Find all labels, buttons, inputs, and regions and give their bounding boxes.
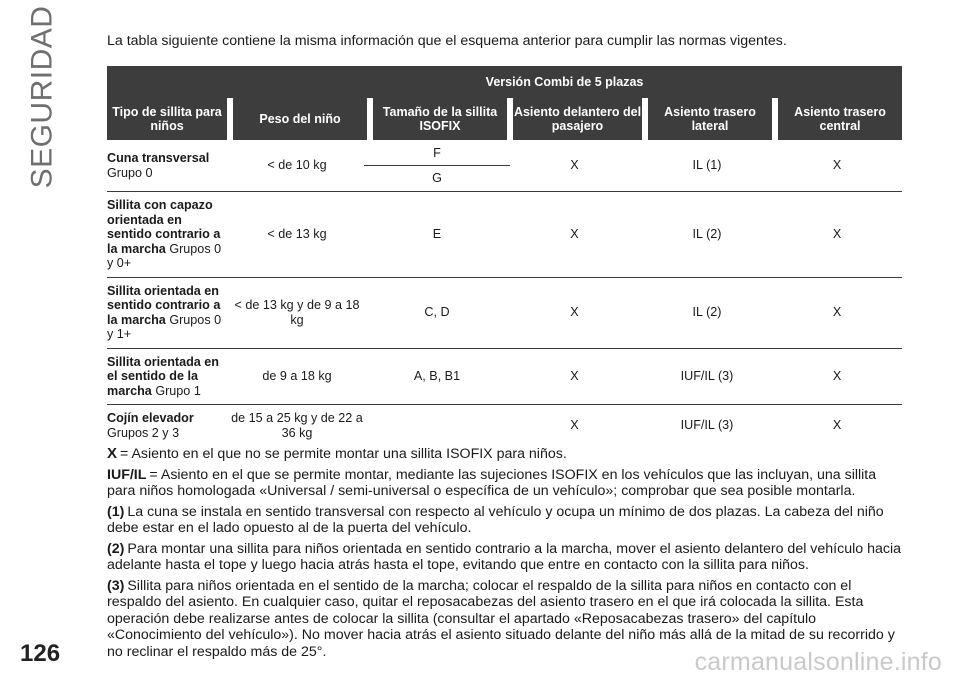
cell-front: X [507,278,642,349]
note-text: = Asiento en el que no se permite montar una sillita ISOFIX para niños. [120,446,567,462]
section-side-label [12,5,72,189]
row-category [107,349,227,406]
table-row [107,140,902,192]
watermark: carmanualsonline.info [694,648,942,676]
row-category [107,278,227,349]
cell-weight: de 15 a 25 kg y de 22 a 36 kg [231,411,363,440]
header-seat-type: Tipo de sillita para niños [107,98,227,140]
note-text: Sillita para niños orientada en el sentido de la marcha; colocar el respaldo de la sillita para niños en contacto con el respaldo del asiento. En cualquier caso, quitar el reposacabezas del asiento trasero en el que irá colocada la sillita. Esta operación debe realizarse antes de colocar la sillita (consultar el apartado «Reposacabezas trasero» del capítulo «Conocimiento del vehículo»). No mover hacia atrás el asiento situado delante del niño más allá de la mitad de su recorrido y no reclinar el respaldo más de 25°. [107,577,895,660]
category-name: Sillita orientada en el sentido de la marcha [107,354,219,398]
note-key: (1) [107,503,125,520]
note-key: (3) [107,577,125,594]
note-key: IUF/IL [107,466,147,483]
category-group: Grupos 2 y 3 [107,425,180,440]
cell-size [367,140,507,192]
cell-front: X [507,192,642,278]
cell-rear-lateral: IL (2) [642,192,772,278]
intro-paragraph: La tabla siguiente contiene la misma información que el esquema anterior para cumplir las normas vigentes. [107,33,787,49]
header-rear-lateral: Asiento trasero lateral [642,98,772,140]
table-version-header: Versión Combi de 5 plazas [227,66,902,98]
note-key: (2) [107,540,125,557]
note-text: = Asiento en el que se permite montar, mediante las sujeciones ISOFIX en los vehículos que las incluyan, una sillita para niños homologada «Universal / semi-universal o específica de un vehículo»; comprobar que sea posible montarla. [107,466,877,499]
note-1 [107,504,902,537]
cell-rear-central: X [772,192,902,278]
cell-size: C, D [367,278,507,349]
cell-rear-lateral: IL (2) [642,278,772,349]
cell-weight: < de 13 kg [227,192,367,278]
cell-size: E [367,192,507,278]
header-isofix-size: Tamaño de la sillita ISOFIX [367,98,507,140]
row-category [107,140,227,192]
cell-front: X [570,418,579,433]
category-group: Grupos 0 y 1+ [107,312,222,341]
cell-rear-lateral: IL (1) [642,140,772,192]
note-key: X [107,445,118,462]
cell-front: X [507,140,642,192]
category-group: Grupo 0 [107,165,153,180]
cell-weight: < de 13 kg y de 9 a 18 kg [227,278,367,349]
cell-front: X [507,349,642,406]
page-content [107,32,902,664]
table-row [107,278,902,349]
cell-rear-lateral: IUF/IL (3) [642,349,772,406]
size-option-top: F [433,146,441,160]
cell-weight: de 9 a 18 kg [227,349,367,406]
section-side-label-text: SEGURIDAD [25,5,59,189]
cell-rear-central: X [772,140,902,192]
category-name: Sillita orientada en sentido contrario a la marcha [107,283,221,327]
category-name: Cojín elevador [107,411,194,425]
isofix-table [107,66,902,442]
note-iuf-il [107,467,902,500]
category-name: Sillita con capazo orientada en sentido contrario a la marcha [107,198,221,256]
size-option-bottom: G [432,170,442,185]
note-text: Para montar una sillita para niños orientada en sentido contrario a la marcha, mover el asiento delantero del vehículo hacia adelante hasta el tope y luego hacia atrás hasta el tope, evitando que entre en contacto con la sillita para niños. [107,540,902,573]
table-row [107,192,902,278]
cell-rear-central: X [832,418,842,433]
cell-size: A, B, B1 [367,349,507,406]
cell-weight: < de 10 kg [227,140,367,192]
header-front-passenger: Asiento delantero del pasajero [507,98,642,140]
note-text: La cuna se instala en sentido transversal con respecto al vehículo y ocupa un mínimo de dos plazas. La cabeza del niño debe estar en el lado opuesto al de la puerta del vehículo. [107,503,884,536]
cell-rear-central: X [772,278,902,349]
cell-size [367,405,507,442]
row-category [107,192,227,278]
note-2 [107,541,902,574]
table-row [107,405,902,442]
row-category [107,405,227,442]
page-number: 126 [20,640,61,667]
cell-rear-lateral: IUF/IL (3) [680,418,734,433]
note-x [107,446,902,463]
header-child-weight: Peso del niño [227,98,367,140]
header-rear-central: Asiento trasero central [772,98,902,140]
category-group: Grupos 0 y 0+ [107,241,222,270]
category-group: Grupo 1 [155,383,201,398]
cell-rear-central: X [772,349,902,406]
table-notes [107,446,902,660]
category-name: Cuna transversal [107,151,210,165]
table-row [107,349,902,406]
note-3 [107,578,902,661]
